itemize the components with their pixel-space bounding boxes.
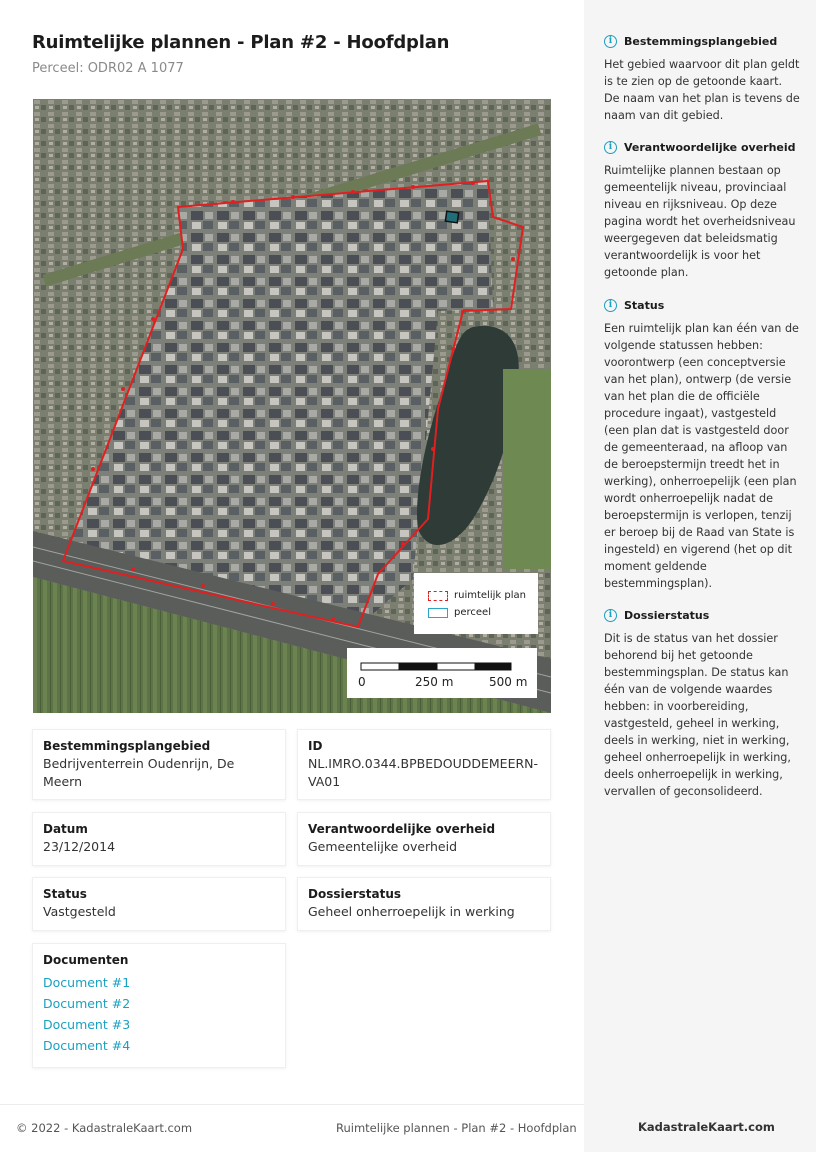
sidebar-section-title (604, 139, 800, 155)
page-subtitle: Perceel: ODR02 A 1077 (32, 61, 184, 76)
sidebar-section-text: Ruimtelijke plannen bestaan op gemeentelijk niveau, provinciaal niveau en rijksniveau. Op deze pagina wordt het overheidsniveau weergegeven dat beleidsmatig verantwoordelijk is voor het getoonde plan. (604, 164, 796, 279)
sidebar-section-text: Een ruimtelijk plan kan één van de volgende statussen hebben: voorontwerp (een conceptversie van het plan), ontwerp (de versie van het plan die de officiële procedure ingaat), vastgesteld (een plan dat is vastgesteld door de gemeenteraad, na afloop van de beroepstermijn treedt het in werking), onherroepelijk (een plan wordt onherroepelijk nadat de beroepstermijn is verlopen, tenzij er beroep bij de Raad van State is ingesteld) en vigerend (het op dit moment geldende bestemmingsplan). (604, 322, 799, 590)
sidebar-section-text: Het gebied waarvoor dit plan geldt is te zien op de getoonde kaart. De naam van het plan is tevens de naam van dit gebied. (604, 58, 800, 122)
card-value: Vastgesteld (43, 904, 116, 919)
info-icon: i (604, 141, 617, 154)
map-legend (414, 573, 538, 634)
sidebar-title-text: Dossierstatus (624, 608, 710, 622)
card-label: Dossierstatus (308, 887, 402, 901)
footer-brand[interactable]: KadastraleKaart.com (638, 1120, 775, 1134)
aerial-map[interactable] (33, 99, 551, 713)
card-datum (32, 812, 286, 866)
sidebar-title-text: Status (624, 298, 665, 312)
footer-copyright: © 2022 - KadastraleKaart.com (16, 1121, 193, 1135)
map-scalebar (347, 648, 537, 698)
card-value: Bedrijventerrein Oudenrijn, De Meern (43, 756, 235, 789)
document-link-2[interactable]: Document #2 (43, 996, 131, 1011)
sidebar-section-title (604, 607, 800, 623)
info-icon: i (604, 35, 617, 48)
card-value: NL.IMRO.0344.BPBEDOUDDEMEERN-VA01 (308, 756, 539, 789)
legend-plan (428, 587, 538, 604)
card-overheid (297, 812, 551, 866)
card-label: Bestemmingsplangebied (43, 739, 211, 753)
card-dossierstatus (297, 877, 551, 931)
legend-plan-label: ruimtelijk plan (454, 590, 526, 601)
info-icon: i (604, 299, 617, 312)
sidebar-section-title (604, 33, 800, 49)
card-id (297, 729, 551, 800)
card-label: Datum (43, 822, 88, 836)
perceel-marker[interactable] (445, 211, 458, 223)
legend-perceel-label: perceel (454, 607, 491, 618)
sidebar-section-bestemmingsplangebied (604, 33, 800, 124)
page-title: Ruimtelijke plannen - Plan #2 - Hoofdplan (32, 32, 450, 53)
scalebar-graphic (347, 648, 537, 698)
card-label: Verantwoordelijke overheid (308, 822, 496, 836)
document-link-3[interactable]: Document #3 (43, 1017, 131, 1032)
legend-perceel (428, 604, 538, 621)
sidebar-section-dossierstatus (604, 607, 800, 800)
sidebar-section-text: Dit is de status van het dossier behorend bij het getoonde bestemmingsplan. De status kan één van de volgende waardes hebben: in voorbereiding, vastgesteld, geheel in werking, deels in werking, niet in werking, geheel onherroepelijk in werking, deels onherroepelijk in werking, vervallen of geconsolideerd. (604, 632, 791, 798)
scale-label-mid: 250 m (415, 675, 454, 689)
card-label: ID (308, 739, 323, 753)
sidebar-section-title (604, 297, 800, 313)
footer-doc-title: Ruimtelijke plannen - Plan #2 - Hoofdplan (336, 1121, 577, 1135)
scale-label-max: 500 m (489, 675, 528, 689)
info-icon: i (604, 609, 617, 622)
card-value: 23/12/2014 (43, 839, 116, 854)
perceel-swatch (428, 608, 448, 618)
footer-divider (0, 1104, 584, 1105)
sidebar-section-overheid (604, 139, 800, 281)
green-area (503, 369, 551, 569)
plan-swatch (428, 591, 448, 601)
sidebar-section-status (604, 297, 800, 592)
card-documenten (32, 943, 286, 1068)
card-status (32, 877, 286, 931)
card-value: Gemeentelijke overheid (308, 839, 457, 854)
card-label: Documenten (43, 953, 129, 967)
card-label: Status (43, 887, 87, 901)
sidebar-title-text: Bestemmingsplangebied (624, 34, 778, 48)
scale-label-0: 0 (358, 675, 366, 689)
card-value: Geheel onherroepelijk in werking (308, 904, 515, 919)
document-link-1[interactable]: Document #1 (43, 975, 131, 990)
sidebar-title-text: Verantwoordelijke overheid (624, 140, 796, 154)
card-bestemmingsplangebied (32, 729, 286, 800)
document-link-4[interactable]: Document #4 (43, 1038, 131, 1053)
